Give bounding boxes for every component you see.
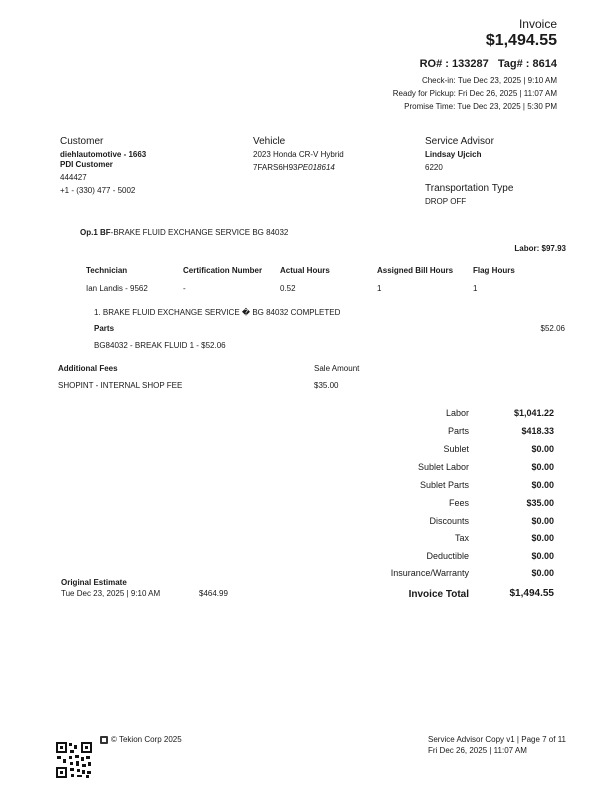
total-label-sublet: Sublet [443,444,469,454]
operation-desc: -BRAKE FLUID EXCHANGE SERVICE BG 84032 [110,228,289,237]
invoice-total-amount: $1,494.55 [509,588,554,599]
transport-heading: Transportation Type [425,183,514,194]
total-amount-deductible: $0.00 [531,551,554,561]
tech-name: Ian Landis - 9562 [86,284,148,293]
advisor-name: Lindsay Ujcich [425,150,482,159]
total-label-tax: Tax [454,533,469,543]
parts-amount: $52.06 [540,324,565,333]
vehicle-heading: Vehicle [253,136,286,147]
tag-number: Tag# : 8614 [497,58,557,70]
footer-copyright: © Tekion Corp 2025 [111,735,182,744]
vehicle-model: 2023 Honda CR-V Hybrid [253,150,344,159]
fees-amount-heading: Sale Amount [314,364,360,373]
total-amount-tax: $0.00 [531,533,554,543]
advisor-heading: Service Advisor [425,136,494,147]
customer-heading: Customer [60,136,104,147]
invoice-total-header: $1,494.55 [485,32,557,49]
col-flag-hours: Flag Hours [473,266,515,275]
ro-number: RO# : 133287 [419,58,489,70]
fees-heading: Additional Fees [58,364,118,373]
tech-cert: - [183,284,186,293]
total-label-sublet-labor: Sublet Labor [417,462,469,472]
col-technician: Technician [86,266,128,275]
promise-time: Promise Time: Tue Dec 23, 2025 | 5:30 PM [404,102,557,111]
part-line: BG84032 - BREAK FLUID 1 - $52.06 [94,341,226,350]
parts-heading: Parts [94,324,115,333]
advisor-number: 6220 [425,163,443,172]
total-amount-insurance: $0.00 [531,568,554,578]
total-label-deductible: Deductible [426,551,469,561]
footer-date: Fri Dec 26, 2025 | 11:07 AM [428,746,527,755]
total-label-sublet-parts: Sublet Parts [419,480,469,490]
col-assigned-hours: Assigned Bill Hours [377,266,454,275]
ready-time: Ready for Pickup: Fri Dec 26, 2025 | 11:07 AM [392,89,557,98]
customer-phone: +1 - (330) 477 - 5002 [60,186,136,195]
total-label-discounts: Discounts [429,516,469,526]
col-certification: Certification Number [183,266,263,275]
operation-story: 1. BRAKE FLUID EXCHANGE SERVICE � BG 84032 COMPLETED [94,308,341,317]
total-amount-labor: $1,041.22 [513,408,554,418]
tech-flag: 1 [473,284,478,293]
invoice-title: Invoice [518,17,557,31]
total-label-labor: Labor [445,408,469,418]
transport-type: DROP OFF [425,197,467,206]
total-amount-sublet-labor: $0.00 [531,462,554,472]
tech-actual: 0.52 [280,284,296,293]
fee-amount: $35.00 [314,381,339,390]
total-label-fees: Fees [448,498,469,508]
invoice-total-label: Invoice Total [408,589,469,600]
operation-title [80,228,288,237]
fee-item: SHOPINT - INTERNAL SHOP FEE [58,381,183,390]
vin-prefix: 7FARS6H93 [253,163,298,172]
customer-type: PDI Customer [60,160,113,169]
operation-code: Op.1 BF [80,228,111,237]
tech-assigned: 1 [377,284,382,293]
vehicle-vin [253,163,335,172]
total-amount-fees: $35.00 [526,498,554,508]
total-amount-parts: $418.33 [521,426,554,436]
tekion-logo-icon [100,736,108,744]
estimate-heading: Original Estimate [61,578,127,587]
customer-name: diehlautomotive - 1663 [60,150,147,159]
customer-id: 444427 [60,173,87,182]
col-actual-hours: Actual Hours [280,266,330,275]
qr-code-icon [55,741,93,779]
total-amount-sublet-parts: $0.00 [531,480,554,490]
total-label-insurance: Insurance/Warranty [390,568,469,578]
estimate-date: Tue Dec 23, 2025 | 9:10 AM [61,589,161,598]
vin-suffix: PE018614 [297,163,335,172]
footer-copy-page: Service Advisor Copy v1 | Page 7 of 11 [428,735,567,744]
estimate-amount: $464.99 [199,589,228,598]
checkin-time: Check-in: Tue Dec 23, 2025 | 9:10 AM [421,76,557,85]
ro-tag-line [420,58,557,70]
total-label-parts: Parts [447,426,469,436]
operation-labor: Labor: $97.93 [514,244,566,253]
total-amount-sublet: $0.00 [531,444,554,454]
total-amount-discounts: $0.00 [531,516,554,526]
